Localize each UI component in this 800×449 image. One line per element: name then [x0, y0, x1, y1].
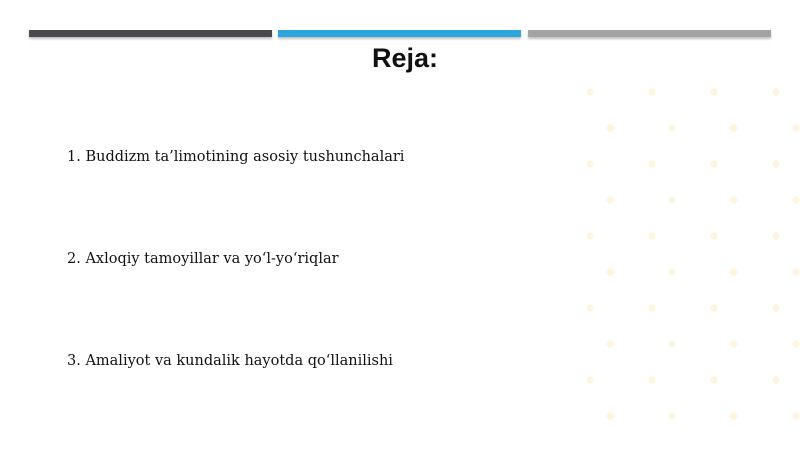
decorative-dot-35 — [773, 377, 780, 384]
decorative-dot-16 — [587, 233, 594, 240]
decorative-dot-8 — [587, 161, 594, 168]
decorative-dot-33 — [649, 377, 656, 384]
decorative-dot-24 — [587, 305, 594, 312]
decorative-dot-10 — [711, 161, 718, 168]
decorative-dot-17 — [649, 233, 656, 240]
decorative-dot-29 — [669, 341, 676, 348]
decorative-dot-36 — [607, 413, 614, 420]
accent-bar-blue — [278, 30, 521, 37]
decorative-dot-25 — [649, 305, 656, 312]
decorative-dot-7 — [793, 125, 800, 132]
decorative-dot-31 — [793, 341, 800, 348]
decorative-dot-13 — [669, 197, 676, 204]
decorative-dot-0 — [587, 89, 594, 96]
decorative-dot-19 — [773, 233, 780, 240]
accent-bar-gray — [528, 30, 771, 37]
decorative-dot-23 — [793, 269, 800, 276]
decorative-dot-20 — [607, 269, 614, 276]
decorative-dot-22 — [731, 269, 738, 276]
decorative-dot-27 — [773, 305, 780, 312]
decorative-dot-28 — [607, 341, 614, 348]
decorative-dot-32 — [587, 377, 594, 384]
decorative-dot-pattern — [560, 80, 800, 449]
decorative-dot-11 — [773, 161, 780, 168]
plan-item-2: 2. Axloqiy tamoyillar va yo‘l-yo‘riqlar — [67, 251, 339, 267]
decorative-dot-2 — [711, 89, 718, 96]
decorative-dot-30 — [731, 341, 738, 348]
decorative-dot-34 — [711, 377, 718, 384]
plan-item-1: 1. Buddizm ta’limotining asosiy tushunchalari — [67, 149, 405, 165]
decorative-dot-15 — [793, 197, 800, 204]
decorative-dot-37 — [669, 413, 676, 420]
decorative-dot-6 — [731, 125, 738, 132]
decorative-dot-38 — [731, 413, 738, 420]
slide-title: Reja: — [371, 43, 439, 73]
plan-item-3: 3. Amaliyot va kundalik hayotda qo‘llanilishi — [67, 353, 393, 369]
decorative-dot-21 — [669, 269, 676, 276]
decorative-dot-39 — [793, 413, 800, 420]
decorative-dot-26 — [711, 305, 718, 312]
accent-bar-dark — [29, 30, 272, 37]
decorative-dot-12 — [607, 197, 614, 204]
decorative-dot-14 — [731, 197, 738, 204]
decorative-dot-4 — [607, 125, 614, 132]
decorative-dot-1 — [649, 89, 656, 96]
decorative-dot-9 — [649, 161, 656, 168]
decorative-dot-5 — [669, 125, 676, 132]
decorative-dot-18 — [711, 233, 718, 240]
decorative-dot-3 — [773, 89, 780, 96]
